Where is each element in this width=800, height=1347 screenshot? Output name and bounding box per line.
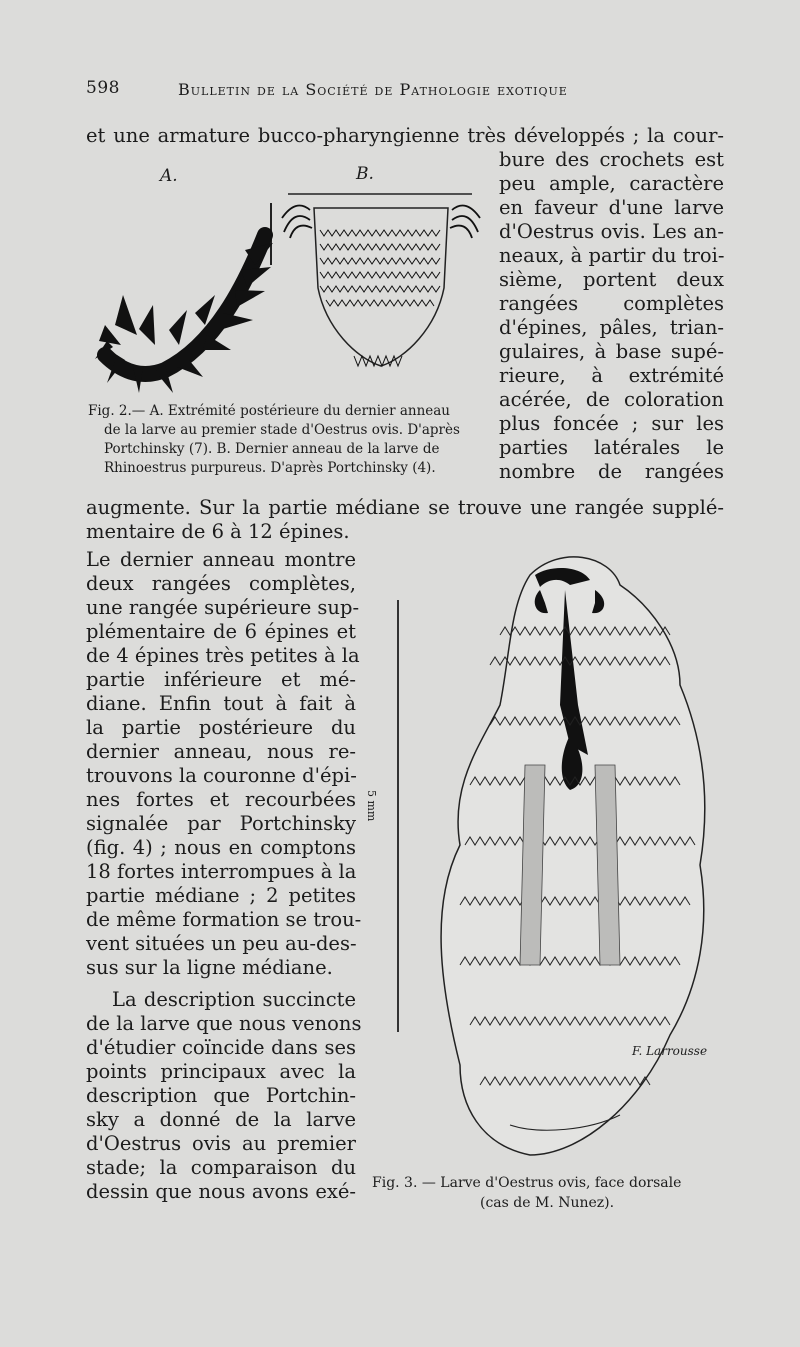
text-line: nombre de rangées	[499, 460, 724, 483]
text-line: neaux, à partir du troi-	[499, 244, 725, 267]
figure3-larva-drawing	[420, 545, 720, 1165]
text-line: d'Oestrus ovis. Les an-	[499, 220, 724, 243]
text-line: vent situées un peu au-des-	[86, 932, 357, 955]
text-line: stade; la comparaison du	[86, 1156, 356, 1179]
text-line: description que Portchin-	[86, 1084, 356, 1107]
text-line: d'Oestrus ovis au premier	[86, 1132, 356, 1155]
caption-line: Fig. 2.— A. Extrémité postérieure du dernier anneau	[88, 403, 451, 419]
text-line: 18 fortes interrompues à la	[86, 860, 357, 883]
text-line: diane. Enfin tout à fait à	[86, 692, 356, 715]
scale-note: 5 mm	[365, 790, 378, 822]
text-line: de même formation se trou-	[86, 908, 362, 931]
text-line: (fig. 4) ; nous en comptons	[86, 836, 356, 859]
journal-title: Bulletin de la Société de Pathologie exotique	[178, 80, 568, 99]
text-line: la partie postérieure du	[86, 716, 356, 739]
body-line-full-2: augmente. Sur la partie médiane se trouve une rangée supplé-	[86, 496, 724, 519]
text-line: Le dernier anneau montre	[86, 548, 356, 571]
figure2-label-b: B.	[356, 164, 374, 184]
text-line: partie médiane ; 2 petites	[86, 884, 356, 907]
caption-line: Rhinoestrus purpureus. D'après Portchinsky (4).	[104, 460, 436, 476]
text-line: une rangée supérieure sup-	[86, 596, 360, 619]
illustrator-signature: F. Larrousse	[632, 1044, 708, 1058]
text-line: gulaires, à base supé-	[499, 340, 724, 363]
caption-line: Fig. 3. — Larve d'Oestrus ovis, face dorsale	[372, 1175, 682, 1191]
text-line: partie inférieure et mé-	[86, 668, 356, 691]
scale-bar	[397, 600, 399, 1032]
text-line: dernier anneau, nous re-	[86, 740, 356, 763]
text-line: de 4 épines très petites à la	[86, 644, 360, 667]
text-line: La description succincte	[112, 988, 356, 1011]
text-line: bure des crochets est	[499, 148, 724, 171]
body-line-full-3: mentaire de 6 à 12 épines.	[86, 520, 350, 543]
text-line: parties latérales le	[499, 436, 724, 459]
text-line: trouvons la couronne d'épi-	[86, 764, 357, 787]
text-line: sky a donné de la larve	[86, 1108, 356, 1131]
text-line: rangées complètes	[499, 292, 724, 315]
text-line: rieure, à extrémité	[499, 364, 724, 387]
text-line: sième, portent deux	[499, 268, 724, 291]
text-line: dessin que nous avons exé-	[86, 1180, 356, 1203]
caption-line: (cas de M. Nunez).	[480, 1195, 615, 1211]
text-line: en faveur d'une larve	[499, 196, 724, 219]
text-line: d'étudier coïncide dans ses	[86, 1036, 356, 1059]
running-header	[86, 78, 726, 102]
caption-line: Portchinsky (7). B. Dernier anneau de la larve de	[104, 441, 440, 457]
figure2-drawing-b	[276, 188, 486, 388]
body-line-full-1: et une armature bucco-pharyngienne très développés ; la cour-	[86, 124, 724, 147]
text-line: d'épines, pâles, trian-	[499, 316, 724, 339]
text-line: deux rangées complètes,	[86, 572, 356, 595]
caption-line: de la larve au premier stade d'Oestrus ovis. D'après	[104, 422, 460, 438]
text-line: peu ample, caractère	[499, 172, 724, 195]
figure2-label-a: A.	[160, 166, 178, 186]
text-line: acérée, de coloration	[499, 388, 724, 411]
text-line: signalée par Portchinsky	[86, 812, 356, 835]
text-line: nes fortes et recourbées	[86, 788, 356, 811]
text-line: plus foncée ; sur les	[499, 412, 724, 435]
text-line: points principaux avec la	[86, 1060, 356, 1083]
text-line: sus sur la ligne médiane.	[86, 956, 333, 979]
text-line: de la larve que nous venons	[86, 1012, 362, 1035]
text-line: plémentaire de 6 épines et	[86, 620, 356, 643]
page-number: 598	[86, 78, 120, 98]
figure2-drawing-a	[95, 195, 285, 400]
